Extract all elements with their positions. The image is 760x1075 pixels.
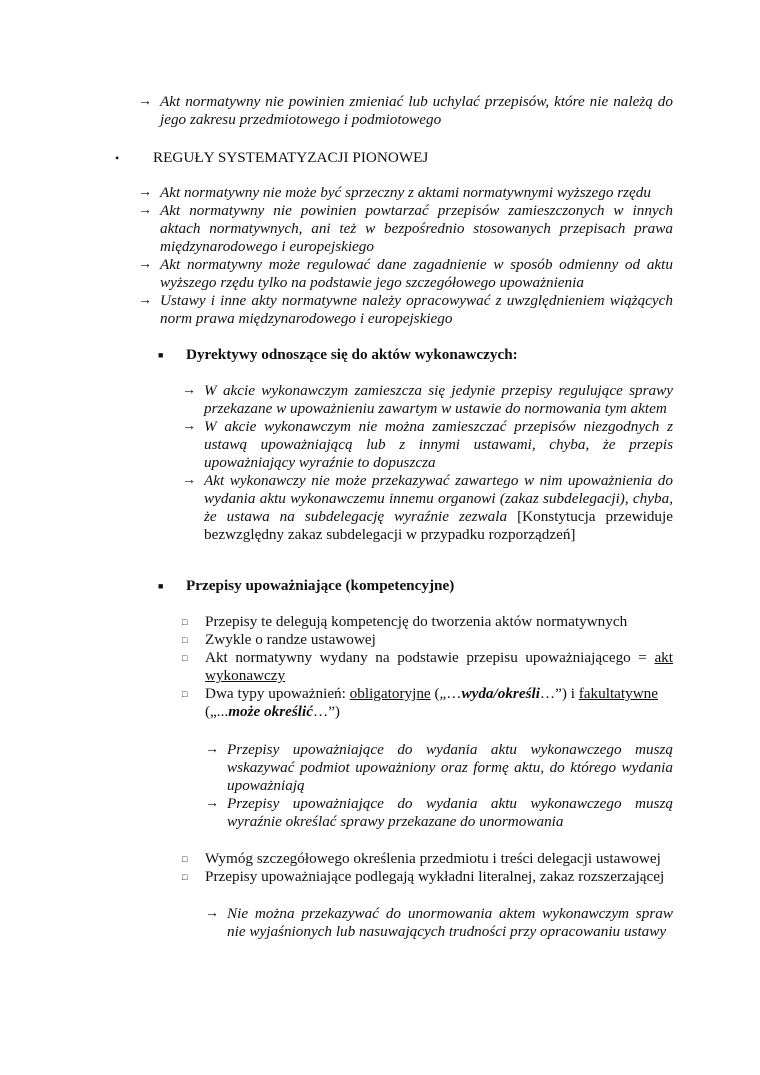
text-quote2-open: („... [205,703,229,720]
small-square-bullet-icon: □ [182,854,188,864]
list-item-text: Przepisy upoważniające do wydania aktu wykonawczego muszą wskazywać podmiot upoważniony oraz formę aktu, do którego wydania upoważniają [227,741,673,794]
bullet-icon: • [115,151,120,165]
list-item-text: Przepisy te delegują kompetencję do tworzenia aktów normatywnych [205,613,628,630]
list-item [205,905,673,941]
arrow-icon: → [205,742,219,757]
list-item [138,256,673,292]
list-item [182,685,673,721]
section1-list [138,184,673,328]
list-item-underlined: akt wykonawczy [205,649,673,684]
square-bullet-icon: ■ [158,350,164,360]
list-item-text: Akt normatywny nie powinien powtarzać przepisów zamieszczonych w innych aktach normatywnych, ani też w bezpośrednio stosowanych przepisach prawa międzynarodowego i europejskiego [160,202,673,255]
text-lead: Dwa typy upoważnień: [205,685,350,702]
text-quote-close: …”) i [539,685,579,702]
list-item-text: Zwykle o randze ustawowej [205,631,376,648]
text-quote-open: („… [430,685,462,702]
list-item-text [204,472,673,544]
arrow-icon: → [138,293,152,308]
list-item [182,649,673,685]
list-item-text: Ustawy i inne akty normatywne należy opracowywać z uwzględnieniem wiążących norm prawa międzynarodowego i europejskiego [160,292,673,327]
arrow-icon: → [205,796,219,811]
list-item [182,382,673,418]
list-item-text: Akt normatywny nie może być sprzeczny z aktami normatywnymi wyższego rzędu [160,184,651,201]
text-facultative: fakultatywne [578,685,659,702]
list-item [182,418,673,472]
list-item-text: W akcie wykonawczym zamieszcza się jedynie przepisy regulujące sprawy przekazane w upoważnieniu zawartym w ustawie do normowania tym aktem [204,382,673,417]
section-heading-text: Dyrektywy odnoszące się do aktów wykonawczych: [186,346,518,363]
section3-list [182,613,673,721]
list-item [205,741,673,795]
list-item-italic: Akt wykonawczy nie może przekazywać zawartego w nim upoważnienia do wydania aktu wykonawczemu innemu organowi (zakaz subdelegacji), chyba, że ustawa na subdelegację wyraźnie zezwala [204,472,673,525]
section2-list [182,382,673,544]
section3-arrow-list [205,741,673,831]
list-item [182,868,673,886]
list-item [182,631,673,649]
list-item [182,472,673,544]
list-item-note: [Konstytucja przewiduje bezwzględny zakaz subdelegacji w przypadku rozporządzeń] [204,508,673,543]
list-item [138,184,673,202]
arrow-icon: → [138,94,152,109]
list-item-text: Wymóg szczegółowego określenia przedmiotu i treści delegacji ustawowej [205,850,661,867]
list-item-text: Akt normatywny nie powinien zmieniać lub uchylać przepisów, które nie należą do jego zakresu przedmiotowego i podmiotowego [160,93,673,128]
arrow-icon: → [182,383,196,398]
list-item-text: Akt normatywny może regulować dane zagadnienie w sposób odmienny od aktu wyższego rzędu tylko na podstawie jego szczegółowego upoważnienia [160,256,673,291]
list-item-text [205,649,673,685]
list-item [182,850,673,868]
list-item-lead: Akt normatywny wydany na podstawie przepisu upoważniającego = [205,649,655,666]
arrow-icon: → [138,203,152,218]
arrow-icon: → [205,906,219,921]
square-bullet-icon: ■ [158,581,164,591]
section-heading-text: Przepisy upoważniające (kompetencyjne) [186,577,455,594]
list-item-text [205,685,673,721]
arrow-icon: → [182,419,196,434]
small-square-bullet-icon: □ [182,635,188,645]
list-item [138,93,673,129]
list-item-text: W akcie wykonawczym nie można zamieszczać przepisów niezgodnych z ustawą upoważniającą lub z innymi ustawami, chyba, że przepis upoważniający wyraźnie to dopuszcza [204,418,673,471]
text-wyda: wyda/określi [461,685,540,702]
list-item [182,613,673,631]
text-moze: może określić [228,703,313,720]
list-item [205,795,673,831]
section-heading-authorizing-provisions [158,577,678,595]
small-square-bullet-icon: □ [182,617,188,627]
list-item-text: Przepisy upoważniające podlegają wykładni literalnej, zakaz rozszerzającej [205,868,665,885]
arrow-icon: → [182,473,196,488]
text-quote2-close: …”) [313,703,340,720]
section-heading-text: REGUŁY SYSTEMATYZACJI PIONOWEJ [153,149,429,166]
text-obligatory: obligatoryjne [349,685,431,702]
list-item [138,292,673,328]
list-item-text: Nie można przekazywać do unormowania aktem wykonawczym spraw nie wyjaśnionych lub nasuwających trudności przy opracowaniu ustawy [227,905,673,940]
list-item [138,202,673,256]
list-item-text: Przepisy upoważniające do wydania aktu wykonawczego muszą wyraźnie określać sprawy przekazane do unormowania [227,795,673,830]
arrow-icon: → [138,257,152,272]
section3-arrow-list-2 [205,905,673,941]
small-square-bullet-icon: □ [182,872,188,882]
section-heading-vertical-rules [115,149,675,167]
arrow-icon: → [138,185,152,200]
small-square-bullet-icon: □ [182,689,188,699]
small-square-bullet-icon: □ [182,653,188,663]
section3-list-2 [182,850,673,886]
section-heading-executive-acts [158,346,678,364]
